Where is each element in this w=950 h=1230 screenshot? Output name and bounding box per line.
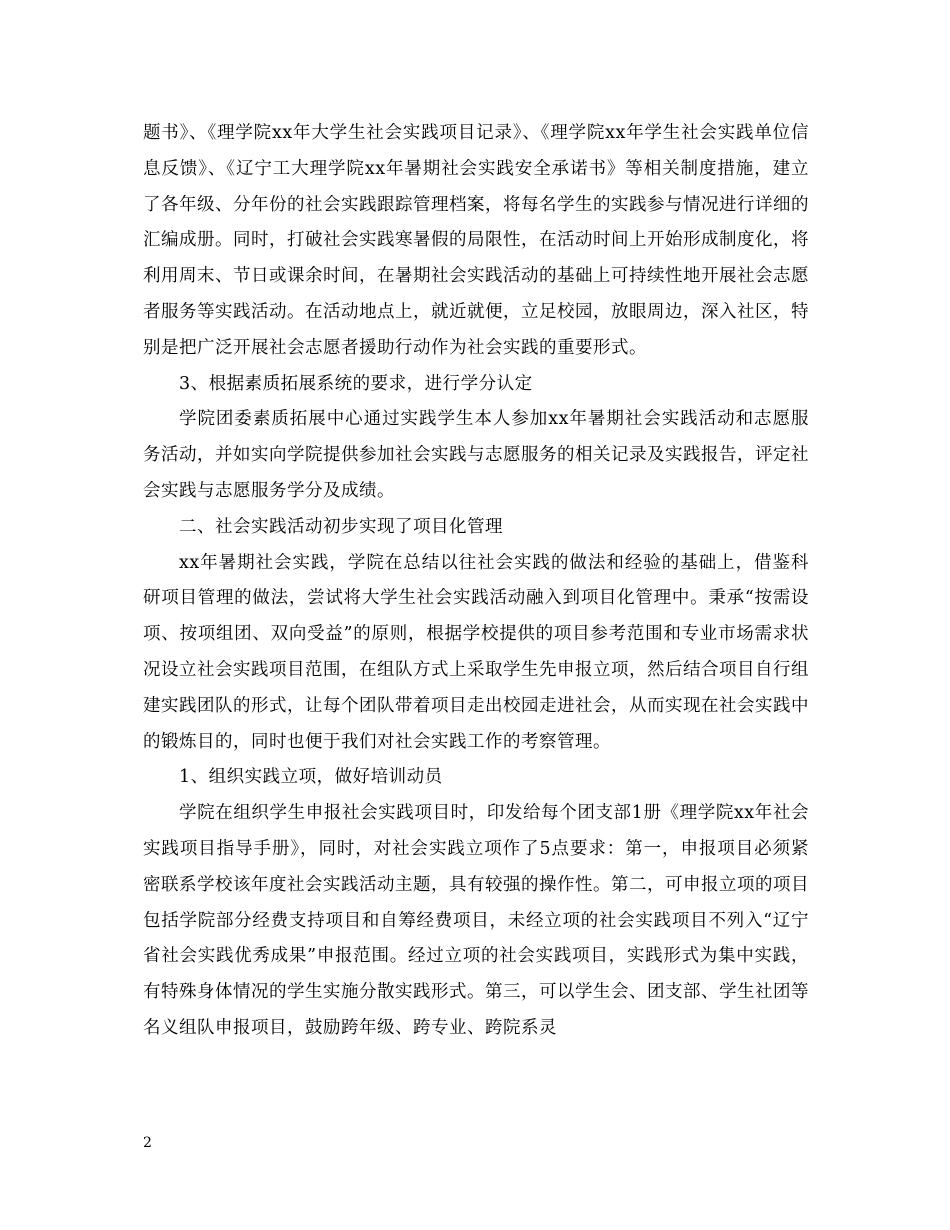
body-text	[143, 116, 809, 1047]
paragraph-2: 3、根据素质拓展系统的要求，进行学分认定	[179, 373, 533, 394]
paragraph-7: 学院在组织学生申报社会实践项目时，印发给每个团支部1册《理学院xx年社会实践项目指导手册》，同时，对社会实践立项作了5点要求：第一，申报项目必须紧密联系学校该年度社会实践活动主题，具有较强的操作性。第二，可申报立项的项目包括学院部分经费支持项目和自筹经费项目，未经立项的社会实践项目不列入“辽宁省社会实践优秀成果”申报范围。经过立项的社会实践项目，实践形式为集中实践，有特殊身体情况的学生实施分散实践形式。第三，可以学生会、团支部、学生社团等名义组队申报项目，鼓励跨年级、跨专业、跨院系灵	[143, 803, 809, 1038]
paragraph-3: 学院团委素质拓展中心通过实践学生本人参加xx年暑期社会实践活动和志愿服务活动，并如实向学院提供参加社会实践与志愿服务的相关记录及实践报告，评定社会实践与志愿服务学分及成绩。	[143, 409, 809, 501]
paragraph-5: xx年暑期社会实践，学院在总结以往社会实践的做法和经验的基础上，借鉴科研项目管理的做法，尝试将大学生社会实践活动融入到项目化管理中。秉承“按需设项、按项组团、双向受益”的原则，根据学校提供的项目参考范围和专业市场需求状况设立社会实践项目范围，在组队方式上采取学生先申报立项，然后结合项目自行组建实践团队的形式，让每个团队带着项目走出校园走进社会，从而实现在社会实践中的锻炼目的，同时也便于我们对社会实践工作的考察管理。	[143, 552, 809, 752]
page-number: 2	[143, 1135, 152, 1151]
paragraph-4: 二、社会实践活动初步实现了项目化管理	[179, 516, 503, 537]
paragraph-6: 1、组织实践立项，做好培训动员	[179, 767, 443, 788]
paragraph-1: 题书》、《理学院xx年大学生社会实践项目记录》、《理学院xx年学生社会实践单位信息反馈》、《辽宁工大理学院xx年暑期社会实践安全承诺书》等相关制度措施，建立了各年级、分年份的社会实践跟踪管理档案，将每名学生的实践参与情况进行详细的汇编成册。同时，打破社会实践寒暑假的局限性，在活动时间上开始形成制度化，将利用周末、节日或课余时间，在暑期社会实践活动的基础上可持续性地开展社会志愿者服务等实践活动。在活动地点上，就近就便，立足校园，放眼周边，深入社区，特别是把广泛开展社会志愿者援助行动作为社会实践的重要形式。	[143, 123, 809, 358]
